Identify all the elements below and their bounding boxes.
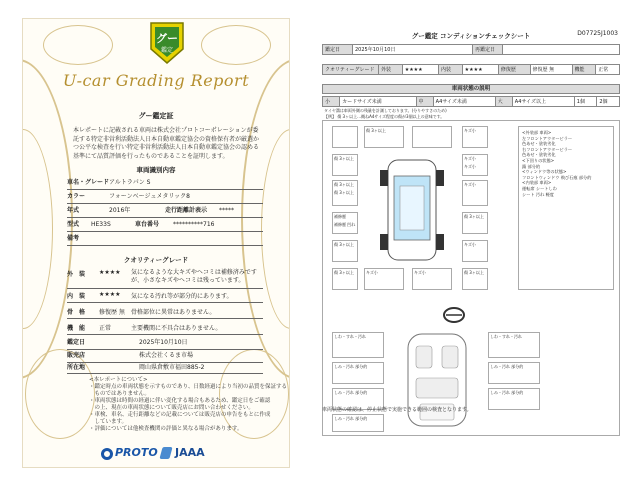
- row-color: [67, 191, 263, 204]
- interior-label-floor-right: しみ・汚れ 部分的: [490, 390, 524, 395]
- grade-value: アルトラパン S: [109, 179, 151, 186]
- proto-logo-text: PROTO: [115, 446, 158, 459]
- row-grade: [67, 177, 263, 190]
- dealer-value: 株式会社くるま市場: [139, 352, 194, 359]
- ext-value: ★★★★: [402, 65, 438, 75]
- ext-label: 外装: [379, 65, 403, 75]
- color-label: カラー: [67, 193, 86, 200]
- note-line: しています。: [89, 419, 128, 425]
- label-left-front: 傷 3ヶ以上: [366, 128, 386, 133]
- svg-text:グー: グー: [156, 32, 178, 45]
- legend-count-2: 2個: [597, 97, 620, 107]
- quality-interior-value: ★★★★: [99, 291, 121, 298]
- damage-diagram: [322, 118, 620, 442]
- quality-exterior-value: ★★★★: [99, 269, 121, 276]
- legend-note-2: 【例】 傷 3ヶ以上…概ねA4サイズ程度の傷が3個以上の意味です。: [324, 114, 445, 119]
- car-interior-icon: [402, 332, 472, 428]
- model-value: HE33S: [91, 221, 111, 228]
- legend-size-small: 小: [323, 97, 340, 107]
- remarks-label: 備考: [67, 235, 80, 242]
- label-left-door-b: 傷 3ヶ以上: [334, 190, 354, 195]
- quality-frame-label: 骨 格: [67, 309, 86, 316]
- recheck-label: 再鑑定日: [473, 45, 503, 55]
- label-left-fender: 傷 3ヶ以上: [334, 156, 354, 161]
- year-label: 年式: [67, 207, 80, 214]
- row-appraisal-date: [67, 337, 263, 350]
- certificate-title: グー鑑定証: [138, 112, 174, 120]
- condition-check-sheet: [322, 28, 620, 468]
- label-rear-right: キズ小: [414, 270, 426, 275]
- jaaa-logo-text: JAAA: [175, 446, 205, 459]
- label-rear-left: キズ小: [366, 270, 378, 275]
- quality-row-function: [67, 321, 263, 335]
- side-notes: [522, 130, 591, 197]
- address-label: 所在地: [67, 364, 86, 371]
- ornament-top-left: [43, 25, 113, 65]
- interior-label-front-right: しわ・すれ・汚れ: [490, 334, 522, 339]
- legend-size-small-desc: カードサイズ未満: [340, 97, 416, 107]
- address-value: 岡山県倉敷市福田885-2: [139, 364, 205, 371]
- vehicle-section-title: 車両識別内容: [136, 166, 176, 174]
- side-note-line: 右フロントアウターピラー: [522, 146, 573, 152]
- label-right-door: キズ小: [464, 182, 476, 187]
- quality-function-desc: 主要機関に不具合はありません。: [131, 325, 222, 332]
- quality-section-title: クオリティーグレード: [123, 256, 189, 264]
- side-note-line: <ウィンドウ等の状態>: [522, 169, 567, 175]
- int-value: ★★★★: [462, 65, 498, 75]
- label-repair-dent: 補修歴 凹れ: [334, 222, 356, 227]
- quality-function-label: 機 能: [67, 325, 86, 332]
- panel-left-front: [332, 126, 358, 148]
- mileage-value: *****: [219, 207, 234, 214]
- row-year: [67, 205, 263, 218]
- note-line: ・車両状態は時間の経過に伴い変化する場合もあるため、鑑定日をご確認: [89, 398, 271, 404]
- row-model: [67, 219, 263, 232]
- legend-count-1: 1個: [574, 97, 597, 107]
- legend-size-medium-desc: A4サイズ未満: [433, 97, 495, 107]
- date-label: 鑑定日: [323, 45, 353, 55]
- color-value: フォーンベージュメタリック8: [109, 193, 190, 200]
- condition-title: 車両状態の説明: [322, 84, 620, 94]
- label-left-door-a: 傷 3ヶ以上: [334, 182, 354, 187]
- quality-frame-desc: 骨格部位に異常はありません。: [131, 309, 216, 316]
- row-dealer: [67, 350, 263, 363]
- quality-row-interior: [67, 289, 263, 303]
- note-line: ものではありません。: [89, 391, 150, 397]
- interior-label-trunk: しみ・汚れ 部分的: [334, 416, 368, 421]
- note-line: ・車検、車名、走行距離などの記載については販売店の申告をもとに作成: [89, 412, 271, 418]
- model-label: 型式: [67, 221, 80, 228]
- label-right-fender-a: キズ小: [464, 156, 476, 161]
- legend-size-large: 大: [495, 97, 512, 107]
- year-value: 2016年: [109, 207, 131, 214]
- side-note-line: <内装部 車両>: [522, 180, 552, 186]
- side-note-line: 色あせ・塗装劣化: [522, 141, 556, 147]
- interior-label-rear-right: しみ・汚れ 部分的: [490, 364, 524, 369]
- note-line: <本レポートについて>: [89, 377, 148, 383]
- car-top-view-icon: [378, 156, 446, 264]
- repair-label: 修復歴: [498, 65, 530, 75]
- repair-value: 修復歴 無: [530, 65, 572, 75]
- legend-size-medium: 中: [416, 97, 433, 107]
- panel-front-right: [412, 126, 452, 148]
- grading-report-certificate: [22, 18, 290, 468]
- legend-size-large-desc: A4サイズ以上: [512, 97, 574, 107]
- label-right-front: キズ小: [464, 128, 476, 133]
- quality-function-value: 正常: [99, 325, 112, 332]
- side-note-line: 錆 部分的: [522, 163, 541, 169]
- ornament-top-right: [201, 25, 271, 65]
- mileage-label: 走行距離計表示: [165, 207, 208, 214]
- report-notes: [89, 377, 288, 433]
- func-value: 正常: [596, 65, 620, 75]
- quality-exterior-label: 外 装: [67, 271, 86, 278]
- interior-label-rear-left: しみ・汚れ 部分的: [334, 364, 368, 369]
- int-label: 内装: [438, 65, 462, 75]
- quality-frame-value: 修復歴 無: [99, 309, 125, 316]
- label-left-quarter: 傷 3ヶ以上: [334, 242, 354, 247]
- date-value: 2025年10月10日: [353, 45, 473, 55]
- interior-label-floor-left: しみ・汚れ 部分的: [334, 390, 368, 395]
- svg-text:鑑定: 鑑定: [160, 47, 174, 54]
- side-note-line: 色あせ・塗装劣化: [522, 152, 556, 158]
- label-right-fender-b: キズ小: [464, 164, 476, 169]
- logo-bar: [23, 444, 289, 464]
- date-table: [322, 44, 620, 55]
- label-right-door-rear: 傷 3ヶ以上: [464, 214, 484, 219]
- jaaa-logo-icon: [159, 447, 172, 459]
- legend-table: [322, 96, 620, 107]
- quality-interior-desc: 気になる汚れ等が部分的にあります。: [131, 293, 233, 300]
- legend-note-1: タイヤ溝は車両外側の残量を計測しております。(分りやすさのため): [324, 108, 447, 113]
- side-note-line: 運転席 シートしわ: [522, 185, 557, 191]
- chassis-value: **********716: [173, 221, 215, 228]
- goo-appraisal-badge-icon: [147, 21, 187, 65]
- note-line: ・評価については他検査機関の評価と異なる場合があります。: [89, 426, 243, 432]
- side-note-line: <下回りの状態>: [522, 157, 555, 163]
- side-note-line: フロントウィンドウ 飛び石痕 部分的: [522, 174, 592, 180]
- report-title: U-car Grading Report: [62, 71, 250, 90]
- grade-label: 車名・グレード: [67, 179, 110, 186]
- interior-label-front-left: しわ・すれ・汚れ: [334, 334, 366, 339]
- quality-interior-label: 内 装: [67, 293, 86, 300]
- note-line: の上、現在の車両状態について販売店にお問い合わせください。: [89, 405, 254, 411]
- label-right-rear: 傷 3ヶ以上: [464, 270, 484, 275]
- appraisal-date-label: 鑑定日: [67, 339, 86, 346]
- label-right-quarter: キズ小: [464, 242, 476, 247]
- quality-row-frame: [67, 305, 263, 319]
- quality-exterior-desc: 気になるような大キズやヘコミは補修済みですが、小さなキズやヘコミは残っています。: [131, 269, 257, 284]
- sheet-footer: 車両状態の確認は、停止状態で実施できる範囲の検査となります。: [322, 407, 472, 413]
- appraisal-date-value: 2025年10月10日: [139, 339, 188, 346]
- quality-table: [322, 64, 620, 75]
- side-note-line: <外装部 車両>: [522, 130, 552, 135]
- side-note-line: シート 汚れ 軽度: [522, 191, 554, 197]
- chassis-label: 車台番号: [135, 221, 160, 228]
- certificate-intro: 本レポートに記載される車両は株式会社プロトコーポレーションが委託する特定非営利活動法人日本自動車鑑定協会の資格保有者が厳選かつ公平な検査を行い特定非営利活動法人日本自動車鑑定協会の認める基準にて品質評価を行ったものであることを証明します。: [73, 127, 260, 160]
- doc-id: D07725J1003: [577, 30, 618, 37]
- sheet-title: グー鑑定 コンディションチェックシート: [411, 32, 531, 40]
- label-left-rear: 傷 3ヶ以上: [334, 270, 354, 275]
- note-line: ・鑑定時点の車両状態を示すものであり、日数経過により当初の品質を保証する: [89, 384, 288, 390]
- row-address: [67, 363, 263, 374]
- quality-grade-label: クオリティーグレード: [323, 65, 379, 75]
- label-repair: 補修歴: [334, 214, 346, 219]
- func-label: 機能: [572, 65, 596, 75]
- recheck-value: [503, 45, 620, 55]
- proto-logo-icon: [101, 448, 113, 460]
- row-remarks: [67, 233, 263, 246]
- steering-wheel-icon: [442, 306, 466, 324]
- dealer-label: 販売店: [67, 352, 86, 359]
- side-note-line: 左フロントアウターピラー: [522, 135, 573, 141]
- quality-row-exterior: [67, 267, 263, 289]
